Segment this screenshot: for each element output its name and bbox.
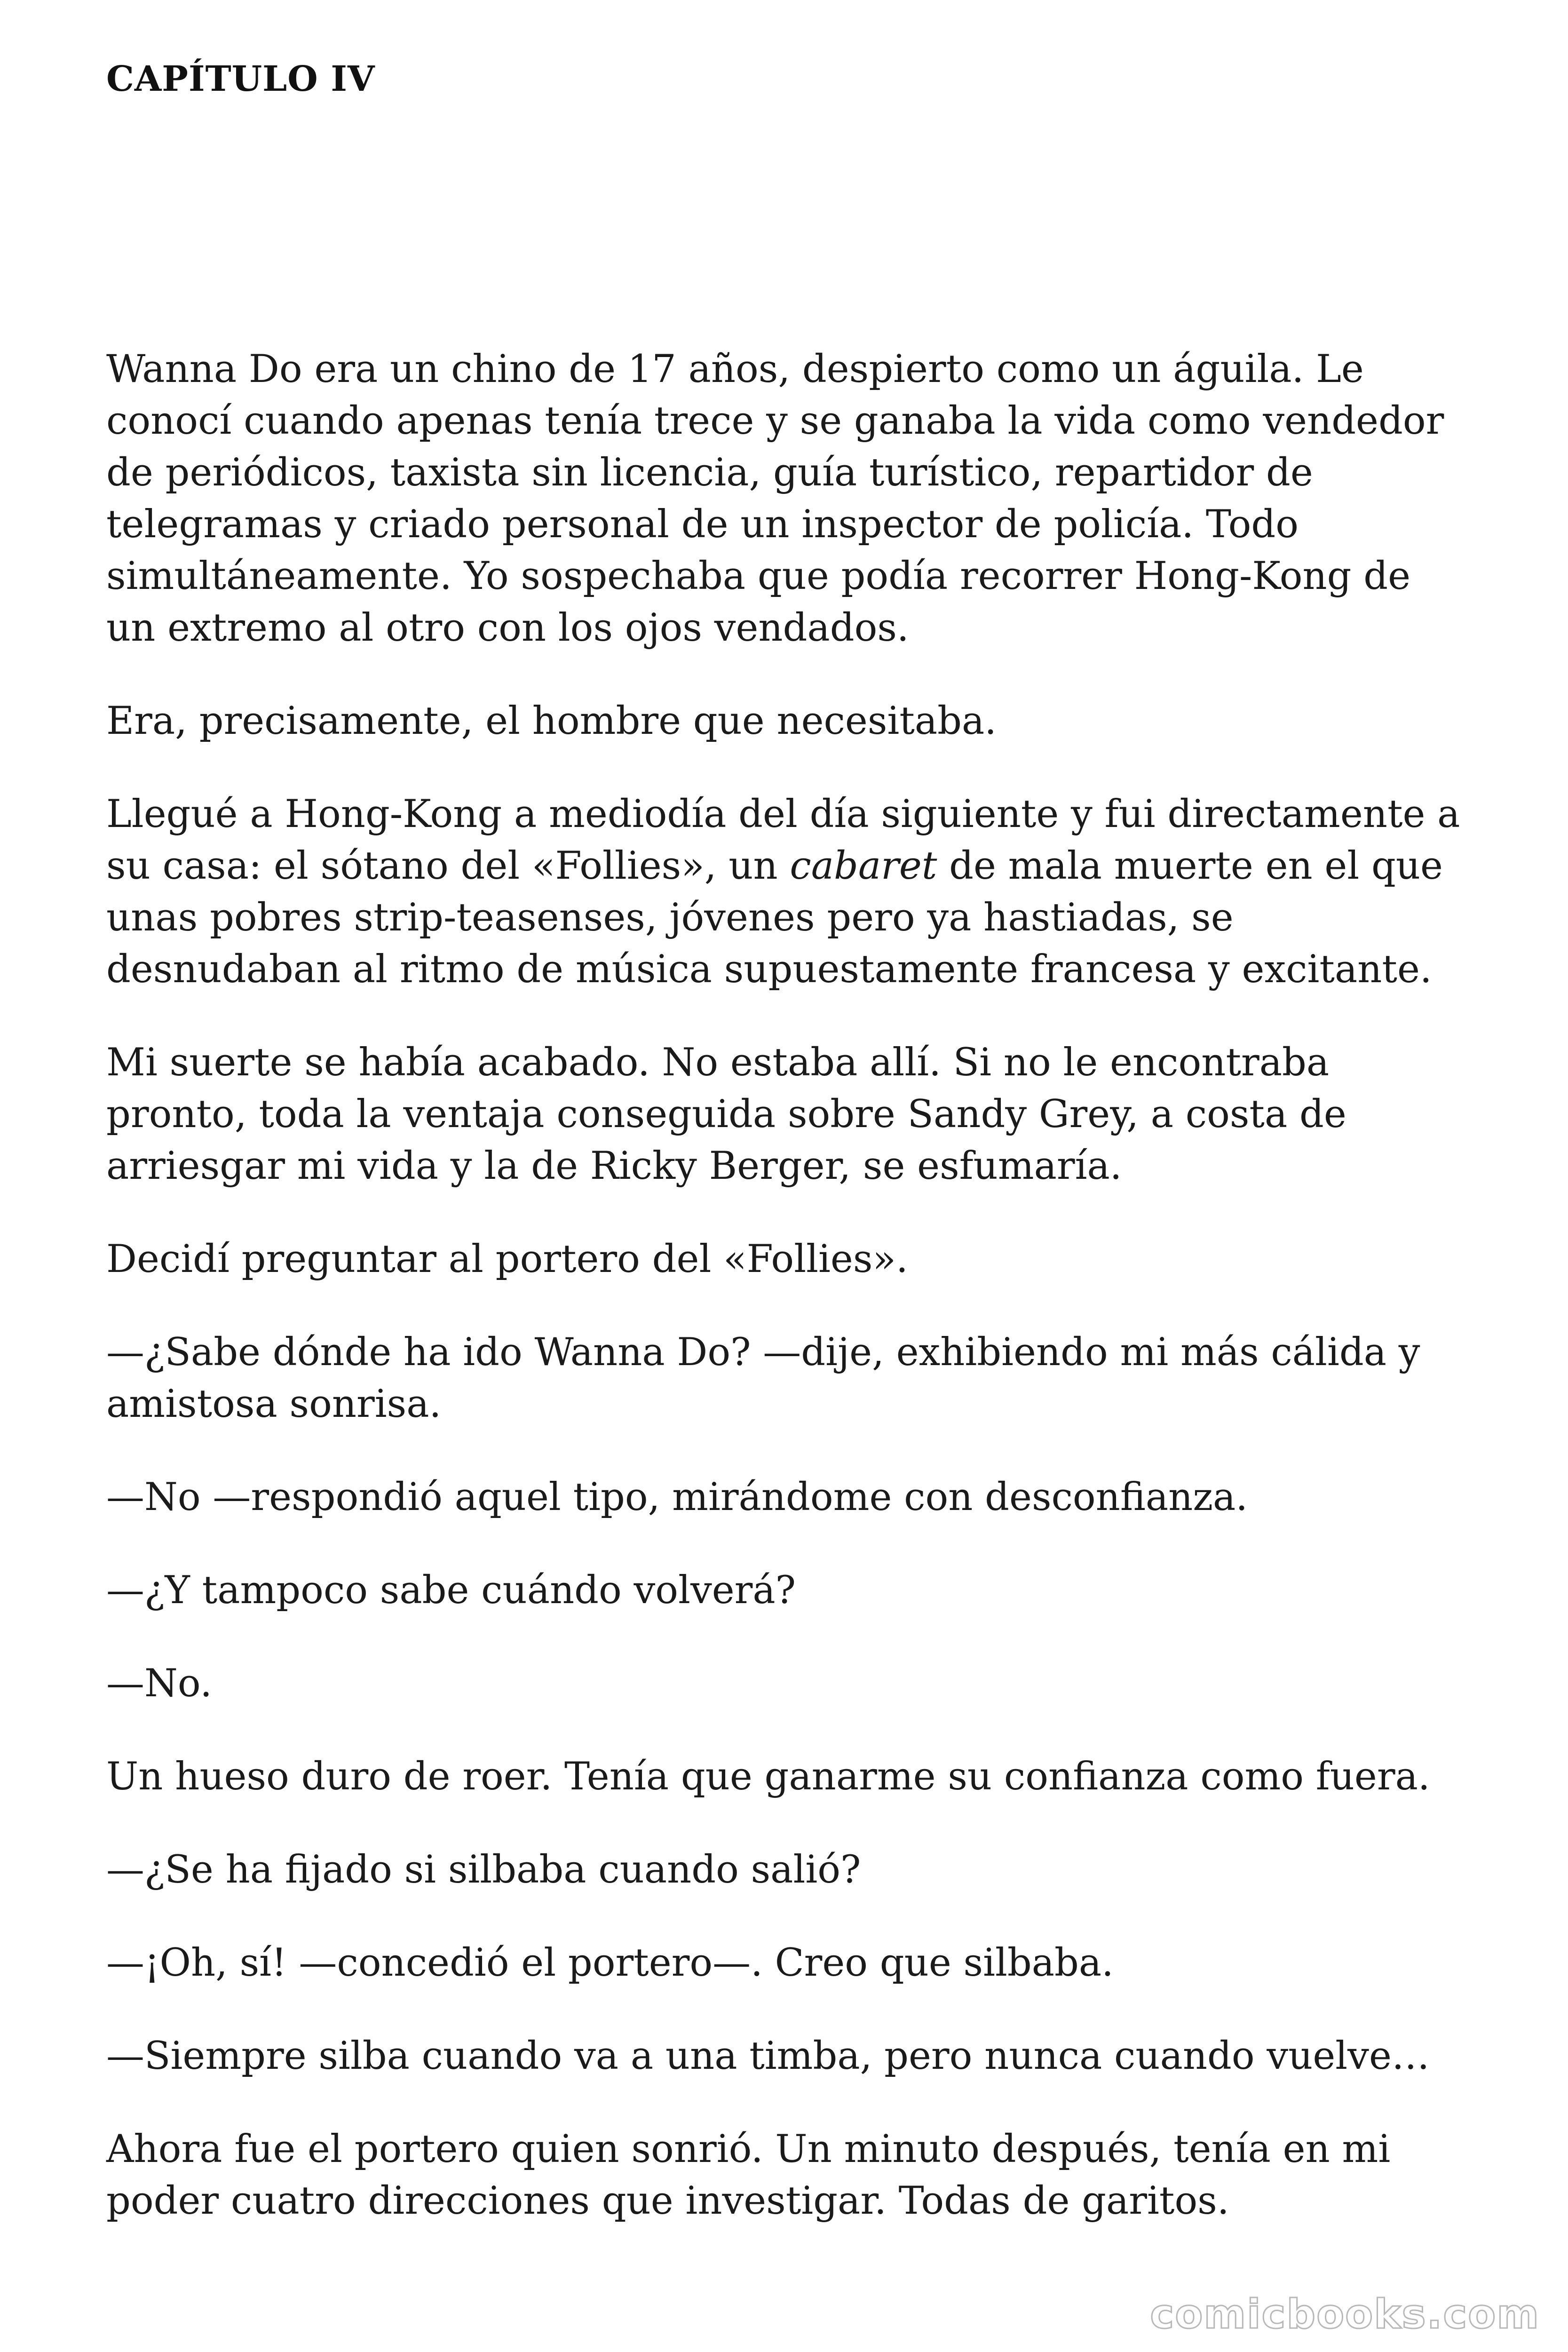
dialogue-line-5: —¿Se ha fijado si silbaba cuando salió? [106, 1848, 861, 1892]
chapter-body [106, 343, 1470, 2268]
paragraph-3 [106, 788, 1470, 995]
paragraph-10: Un hueso duro de roer. Tenía que ganarme su confianza como fuera. [106, 1755, 1430, 1799]
paragraph-3-start: Llegué a Hong-Kong a mediodía del día siguiente y fui directamente a su casa: el sótano del «Follies», un [106, 792, 1460, 888]
dialogue-line-7: —Siempre silba cuando va a una timba, pero nunca cuando vuelve… [106, 2034, 1430, 2078]
paragraph-5: Decidí preguntar al portero del «Follies». [106, 1237, 908, 1281]
paragraph-4: Mi suerte se había acabado. No estaba allí. Si no le encontraba pronto, toda la ventaja conseguida sobre Sandy Grey, a costa de arriesgar mi vida y la de Ricky Berger, se esfumaría. [106, 1041, 1346, 1188]
paragraph-1: Wanna Do era un chino de 17 años, despierto como un águila. Le conocí cuando apenas tenía trece y se ganaba la vida como vendedor de periódicos, taxista sin licencia, guía turístico, repartidor de telegramas y criado personal de un inspector de policía. Todo simultáneamente. Yo sospechaba que podía recorrer Hong-Kong de un extremo al otro con los ojos vendados. [106, 347, 1444, 650]
dialogue-line-4: —No. [106, 1661, 212, 1706]
dialogue-line-6: —¡Oh, sí! —concedió el portero—. Creo que silbaba. [106, 1941, 1114, 1985]
paragraph-14: Ahora fue el portero quien sonrió. Un minuto después, tenía en mi poder cuatro direcciones que investigar. Todas de garitos. [106, 2127, 1391, 2223]
dialogue-line-3: —¿Y tampoco sabe cuándo volverá? [106, 1568, 796, 1613]
watermark-logo: comicbooks.com [1150, 2291, 1540, 2338]
paragraph-2: Era, precisamente, el hombre que necesitaba. [106, 699, 997, 743]
dialogue-line-2: —No —respondió aquel tipo, mirándome con desconfianza. [106, 1475, 1248, 1519]
paragraph-3-end: de mala muerte en el que unas pobres strip-teasenses, jóvenes pero ya hastiadas, se desnudaban al ritmo de música supuestamente francesa y excitante. [106, 844, 1443, 992]
chapter-title: CAPÍTULO IV [106, 59, 375, 99]
italic-cabaret: cabaret [790, 844, 937, 888]
dialogue-line-1: —¿Sabe dónde ha ido Wanna Do? —dije, exhibiendo mi más cálida y amistosa sonrisa. [106, 1330, 1420, 1426]
